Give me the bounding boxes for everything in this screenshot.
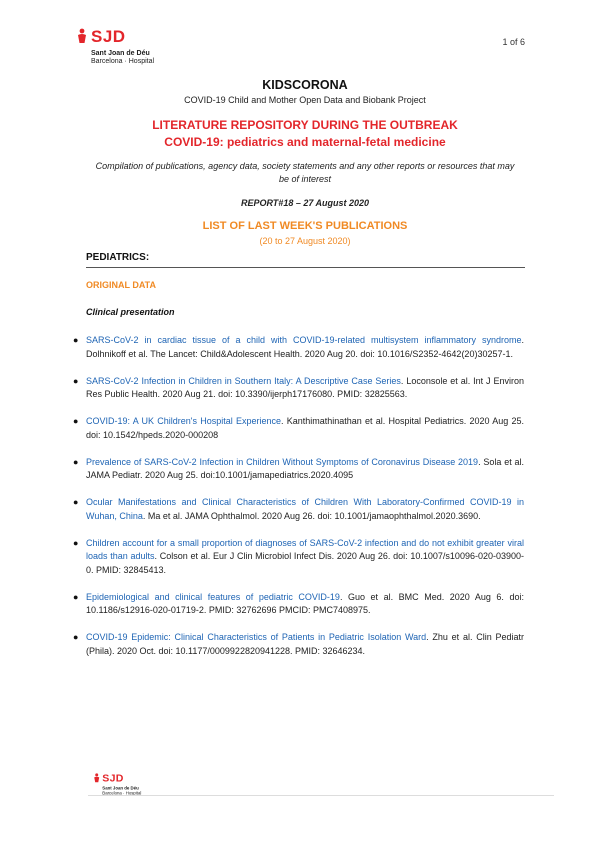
publication-citation: . Zhu et al. Clin Pediatr (Phila). 2020 Oct. doi: 10.1177/0009922820941228. PMID: 32646234. — [86, 632, 524, 656]
section-title: PEDIATRICS: — [86, 252, 525, 268]
footer-divider — [88, 795, 554, 796]
list-item — [73, 334, 524, 361]
publication-link[interactable]: COVID-19 Epidemic: Clinical Characteristics of Patients in Pediatric Isolation Ward — [86, 632, 427, 642]
publication-link[interactable]: SARS-CoV-2 in cardiac tissue of a child with COVID-19-related multisystem inflammatory syndrome — [86, 335, 522, 345]
list-item — [73, 591, 524, 618]
publication-citation: . Loconsole et al. Int J Environ Res Public Health. 2020 Aug 21. doi: 10.3390/ijerph17176080. PMID: 32825563. — [86, 375, 524, 399]
bullet-icon: ● — [73, 537, 79, 548]
bullet-icon: ● — [73, 591, 79, 602]
publication-link[interactable]: Prevalence of SARS-CoV-2 Infection in Children Without Symptoms of Coronavirus Disease 2019 — [86, 456, 479, 467]
bullet-icon: ● — [73, 375, 79, 386]
date-range: (20 to 27 August 2020) — [259, 236, 351, 246]
publication-link[interactable]: Epidemiological and clinical features of pediatric COVID-19 — [86, 591, 340, 602]
bullet-icon: ● — [73, 335, 79, 345]
list-item — [73, 456, 525, 483]
list-item — [73, 415, 524, 442]
footer-logo-mark-text: SJD — [102, 772, 124, 785]
repository-title-line-2: COVID-19: pediatrics and maternal-fetal medicine — [164, 135, 446, 149]
publication-citation: . Kanthimathinathan et al. Hospital Pediatrics. 2020 Aug 25. doi: 10.1542/hpeds.2020-000208 — [86, 416, 524, 440]
list-item — [73, 496, 524, 523]
subsection-title: ORIGINAL DATA — [86, 280, 156, 290]
publication-link[interactable]: SARS-CoV-2 Infection in Children in Southern Italy: A Descriptive Case Series — [86, 375, 401, 386]
hospital-logo — [76, 28, 154, 65]
logo-line-2: Barcelona · Hospital — [91, 58, 155, 65]
subsubsection-title: Clinical presentation — [86, 307, 175, 317]
project-title: KIDSCORONA — [262, 78, 348, 92]
publication-list — [73, 334, 525, 672]
bullet-icon: ● — [73, 416, 79, 426]
publication-citation: . Dolhnikoff et al. The Lancet: Child&Adolescent Health. 2020 Aug 20. doi: 10.1016/S2352-4642(20)30257-1. — [86, 335, 524, 359]
last-week-title: LIST OF LAST WEEK'S PUBLICATIONS — [202, 220, 408, 232]
footer-logo-line-1: Sant Joan de Déu — [102, 786, 139, 791]
child-figure-icon — [76, 28, 88, 44]
page-number: 1 of 6 — [502, 37, 525, 47]
list-item — [73, 375, 524, 402]
list-item — [73, 537, 524, 578]
logo-mark-text: SJD — [91, 27, 126, 46]
publication-citation: . Ma et al. JAMA Ophthalmol. 2020 Aug 26. doi: 10.1001/jamaophthalmol.2020.3690. — [142, 510, 481, 521]
publication-citation: . Guo et al. BMC Med. 2020 Aug 6. doi: 10.1186/s12916-020-01719-2. PMID: 32762696 PMCID: PMC7408975. — [86, 591, 524, 615]
publication-citation: . Colson et al. Eur J Clin Microbiol Infect Dis. 2020 Aug 26. doi: 10.1007/s10096-020-03900-0. PMID: 32845413. — [86, 551, 524, 575]
child-figure-icon — [93, 773, 100, 783]
report-label: REPORT#18 – 27 August 2020 — [240, 198, 370, 208]
repository-title — [80, 117, 530, 151]
list-item — [73, 631, 524, 658]
publication-citation: . Sola et al. JAMA Pediatr. 2020 Aug 25. doi:10.1001/jamapediatrics.2020.4095 — [86, 456, 525, 480]
project-subtitle: COVID-19 Child and Mother Open Data and Biobank Project — [184, 95, 426, 105]
intro-text: Compilation of publications, agency data, society statements and any other reports or resources that may be of interest — [95, 161, 515, 184]
footer-logo-line-2: Barcelona · Hospital — [102, 791, 142, 796]
publication-link[interactable]: Ocular Manifestations and Clinical Characteristics of Children With Laboratory-Confirmed COVID-19 in Wuhan, China — [86, 497, 524, 521]
repository-title-line-1: LITERATURE REPOSITORY DURING THE OUTBREAK — [152, 118, 458, 132]
footer-logo — [93, 773, 141, 796]
bullet-icon: ● — [73, 632, 79, 642]
publication-link[interactable]: Children account for a small proportion of diagnoses of SARS-CoV-2 infection and do not exhibit greater viral loads than adults — [86, 537, 524, 561]
bullet-icon: ● — [73, 456, 79, 467]
bullet-icon: ● — [73, 497, 79, 507]
publication-link[interactable]: COVID-19: A UK Children's Hospital Experience — [86, 416, 281, 426]
logo-line-1: Sant Joan de Déu — [91, 50, 150, 57]
